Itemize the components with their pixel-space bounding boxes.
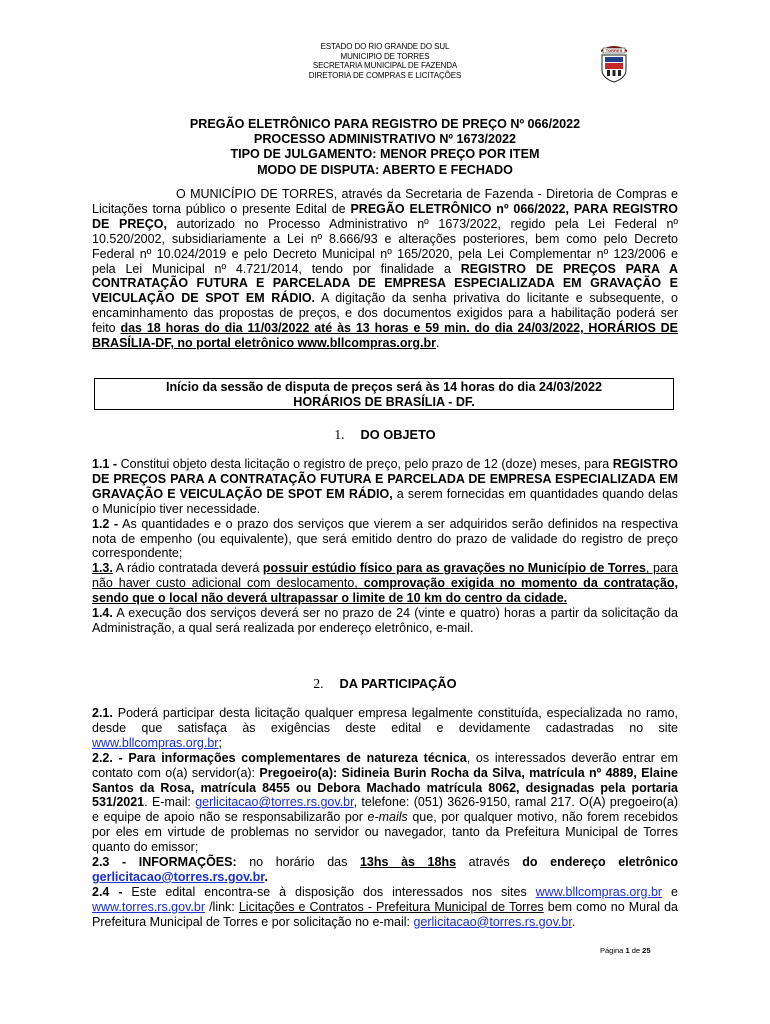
intro-deadline: das 18 horas do dia 11/03/2022 até às 13 horas e 59 min. do dia 24/03/2022, HORÁRIOS DE BRASÍLIA-DF, no portal eletrônico www.bllcompras.org.br: [92, 321, 678, 351]
letterhead-state: ESTADO DO RIO GRANDE DO SUL: [320, 42, 450, 51]
document-title: [100, 117, 670, 178]
page-footer: [600, 946, 651, 955]
clause-2-3-text: no horário das: [236, 855, 360, 870]
section-1-body: [92, 457, 678, 636]
clause-1-3-text: A rádio contratada deverá: [112, 561, 263, 576]
section-1-number: 1.: [334, 427, 345, 442]
torres-site-link[interactable]: www.torres.rs.gov.br: [92, 899, 205, 914]
clause-2-2-text: , os interessados deverão entrar em contato com o(a) servidor(a):: [92, 750, 678, 780]
clause-2-3-end: .: [264, 869, 268, 884]
email-link[interactable]: gerlicitacao@torres.rs.gov.br: [195, 795, 354, 810]
bllcompras-link[interactable]: www.bllcompras.org.br: [92, 735, 219, 750]
crest-banner-text: TORRES: [605, 48, 623, 54]
title-pregao: PREGÃO ELETRÔNICO PARA REGISTRO DE PREÇO Nº 066/2022: [189, 117, 581, 131]
clause-2-4-end: .: [571, 914, 576, 929]
footer-page-number: 1: [625, 946, 630, 955]
intro-bold-2: REGISTRO DE PREÇOS PARA A CONTRATAÇÃO FUTURA E PARCELADA DE EMPRESA ESPECIALIZADA EM GRAVAÇÃO E VEICULAÇÃO DE SPOT EM RÁDIO.: [92, 261, 678, 306]
letterhead-directorate: DIRETORIA DE COMPRAS E LICITAÇÕES: [308, 70, 462, 80]
clause-1-3-studio: possuir estúdio físico para as gravações no Município de Torres: [262, 561, 646, 576]
clause-2-4-text-2: e: [662, 884, 678, 899]
section-1-heading: [92, 427, 678, 443]
clause-2-4-text-4: bem como no Mural da Prefeitura Municipal de Torres e por solicitação no e-mail:: [92, 899, 679, 929]
clause-1-2: [92, 517, 678, 562]
clause-1-4: [92, 606, 678, 636]
intro-text-1: O MUNICÍPIO DE TORRES, através da Secretaria de Fazenda - Diretoria de Compras e Licitações torna público o presente Edital de: [92, 187, 678, 216]
clause-1-2-label: 1.2 -: [92, 516, 119, 531]
clause-1-3-proof: comprovação exigida no momento da contratação, sendo que o local não deverá ultrapassar o limite de 10 km do centro da cidade.: [92, 576, 679, 606]
clause-2-4-text: Este edital encontra-se à disposição dos interessados nos sites: [122, 884, 536, 899]
clause-2-2-text-3: , telefone: (051) 3626-9150, ramal 217. O(A) pregoeiro(a) e equipe de apoio não se responsabilizarão por: [92, 795, 678, 825]
bllcompras-link-2[interactable]: www.bllcompras.org.br: [535, 884, 663, 899]
clause-2-3-text-2: através: [456, 855, 523, 870]
clause-1-3-text-2: , para não haver custo adicional com deslocamento,: [92, 561, 678, 591]
clause-2-2-emails: e-mails: [367, 810, 408, 825]
session-start-box: [94, 378, 674, 410]
intro-text-3: A digitação da senha privativa do licitante e subsequente, o encaminhamento das propostas de preços, e dos documentos exigidos para a habilitação poderá ser feito: [92, 291, 678, 336]
clause-1-3: [92, 561, 678, 606]
clause-2-3: [92, 855, 678, 885]
section-2-number: 2.: [313, 676, 324, 691]
section-1-label: DO OBJETO: [360, 427, 436, 442]
clause-2-2: [92, 751, 678, 855]
email-link-2[interactable]: gerlicitacao@torres.rs.gov.br: [413, 914, 572, 929]
footer-page-label: Página: [600, 946, 624, 955]
footer-page-total: 25: [642, 946, 651, 955]
clause-1-1-label: 1.1 -: [92, 457, 118, 471]
title-disputa: MODO DE DISPUTA: ABERTO E FECHADO: [257, 162, 513, 177]
intro-text-2: autorizado no Processo Administrativo nº 1673/2022, regido pela Lei Federal nº 10.520/2002, subsidiariamente a Lei nº 8.666/93 e alterações posteriores, bem como pelo Decreto Federal nº 10.024/2019 e pelo Decreto Municipal nº 165/2020, pela Lei Complementar nº 123/2006 e pela Lei Municipal nº 4.721/2014, tendo por finalidade a: [92, 216, 679, 276]
section-2-body: [92, 706, 678, 930]
section-2-heading: [92, 676, 678, 692]
clause-2-3-bold: do endereço eletrônico: [522, 855, 679, 870]
letterhead-municipality: MUNICIPIO DE TORRES: [340, 51, 430, 61]
clause-2-3-hours: 13hs às 18hs: [359, 855, 457, 870]
clause-2-4-text-3: /link:: [205, 899, 239, 914]
clause-2-1: [92, 706, 678, 751]
clause-1-4-label: 1.4.: [92, 606, 113, 621]
clause-2-4: [92, 885, 678, 930]
title-processo: PROCESSO ADMINISTRATIVO Nº 1673/2022: [253, 132, 517, 147]
clause-2-2-text-4: que, por qualquer motivo, não forem recebidos por eles em virtude de problemas no servidor ou navegador, tanto da Prefeitura Municipal de Torres quanto do emissor;: [92, 810, 679, 855]
clause-2-4-label: 2.4 -: [92, 884, 123, 899]
clause-1-1-text-2: a serem fornecidas em quantidades quando delas o Município tiver necessidade.: [92, 486, 678, 516]
clause-2-2-label: 2.2. - Para informações complementares de natureza técnica: [92, 750, 467, 765]
letterhead: [250, 42, 520, 80]
clause-2-1-text: Poderá participar desta licitação qualquer empresa legalmente constituída, especializada no ramo, desde que satisfaça às exigências deste edital e devidamente cadastradas no site: [92, 706, 678, 735]
clause-1-1-text: Constitui objeto desta licitação o registro de preço, pelo prazo de 12 (doze) meses, para: [117, 457, 613, 471]
clause-1-2-text: As quantidades e o prazo dos serviços que vierem a ser adquiridos serão definidos na respectiva nota de empenho (ou equivalente), que será emitido dentro do prazo de validade do registro de preço correspondente;: [92, 516, 678, 561]
clause-2-2-pregoeiros: Pregoeiro(a): Sidineia Burin Rocha da Silva, matrícula nº 4889, Elaine Santos da Rosa, matrícula 8455 ou Debora Machado matrícula 8062, designadas pela portaria 531/2021: [92, 765, 678, 810]
clause-2-1-label: 2.1.: [92, 706, 113, 720]
municipal-crest-icon: [597, 40, 631, 84]
clause-2-1-end: ;: [218, 735, 222, 750]
clause-2-2-text-2: . E-mail:: [144, 795, 196, 810]
session-timezone-line: HORÁRIOS DE BRASÍLIA - DF.: [293, 395, 475, 409]
intro-text-4: .: [436, 336, 440, 351]
intro-bold-1: PREGÃO ELETRÔNICO nº 066/2022, PARA REGISTRO DE PREÇO,: [92, 201, 678, 231]
clause-1-1-object: REGISTRO DE PREÇOS PARA A CONTRATAÇÃO FUTURA E PARCELADA DE EMPRESA ESPECIALIZADA EM GRAVAÇÃO E VEICULAÇÃO DE SPOT EM RÁDIO,: [92, 457, 678, 501]
session-start-line: Início da sessão de disputa de preços será às 14 horas do dia 24/03/2022: [165, 380, 603, 394]
email-link-bold[interactable]: gerlicitacao@torres.rs.gov.br: [92, 869, 265, 884]
clause-1-4-text: A execução dos serviços deverá ser no prazo de 24 (vinte e quatro) horas a partir da solicitação da Administração, a qual será realizada por endereço eletrônico, e-mail.: [92, 606, 678, 635]
clause-1-1: [92, 457, 678, 517]
clause-2-3-label: 2.3 - INFORMAÇÕES:: [92, 855, 237, 870]
section-2-label: DA PARTICIPAÇÃO: [339, 676, 457, 691]
letterhead-secretariat: SECRETARIA MUNICIPAL DE FAZENDA: [312, 61, 458, 70]
intro-paragraph: [92, 187, 678, 351]
licitacoes-link-label[interactable]: Licitações e Contratos - Prefeitura Municipal de Torres: [238, 899, 544, 914]
clause-1-3-label: 1.3.: [92, 561, 113, 576]
title-julgamento: TIPO DE JULGAMENTO: MENOR PREÇO POR ITEM: [230, 147, 540, 162]
footer-sep: de: [631, 946, 641, 955]
